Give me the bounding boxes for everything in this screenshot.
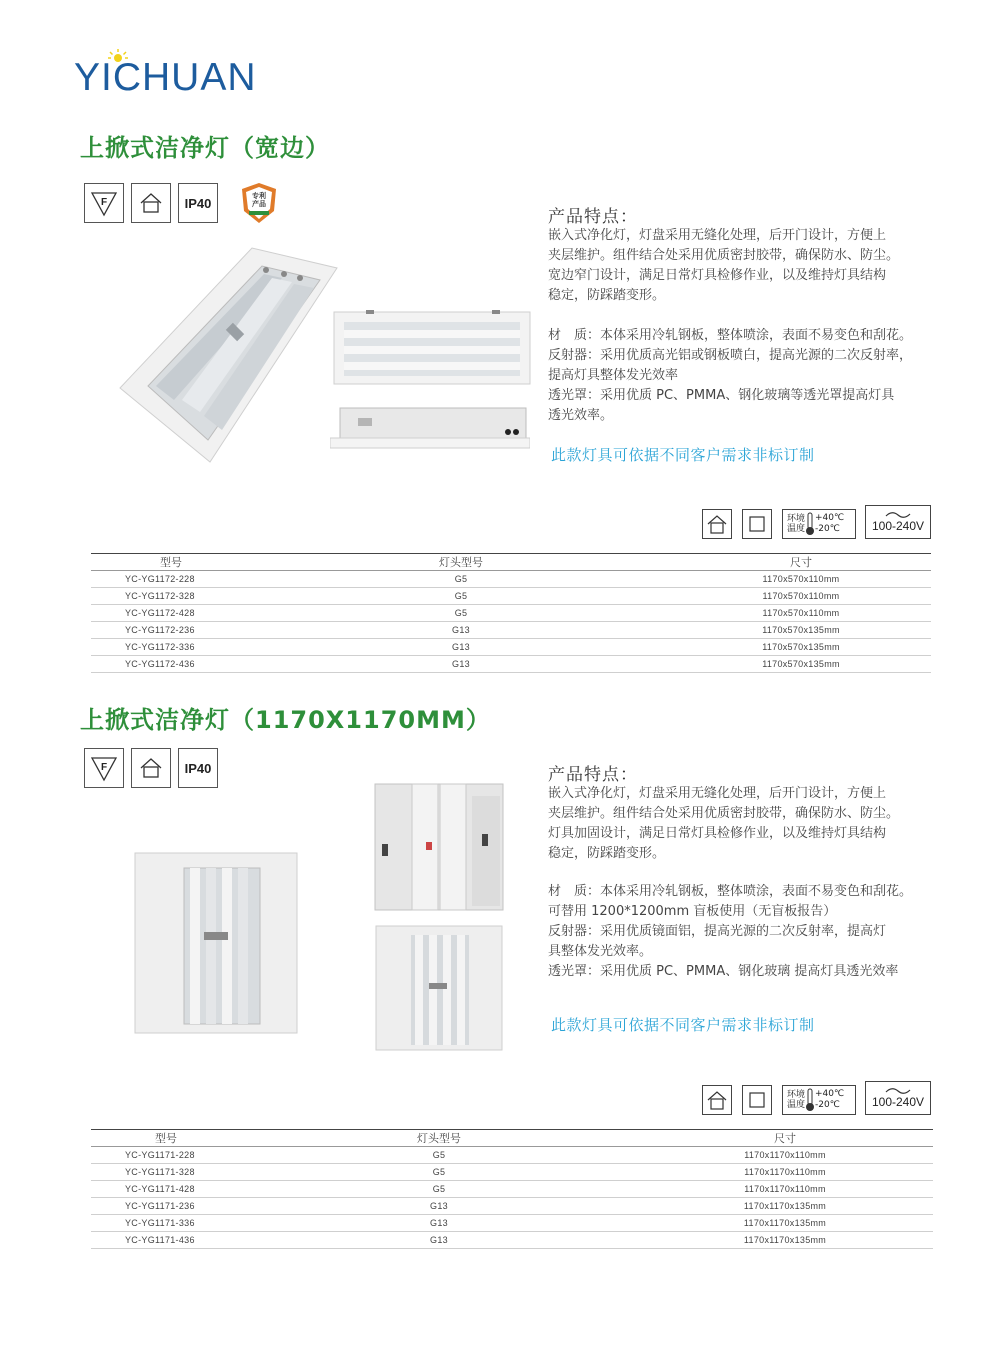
patent-badge-icon [238,181,280,229]
voltage-value: 100-240V [871,519,925,533]
product-photo-square-louvre [375,925,503,1051]
ip-rating-badge: IP40 [178,183,218,223]
indoor-house-icon [131,748,171,788]
section2-custom-note: 此款灯具可依据不同客户需求非标订制 [551,1016,815,1034]
square-frame-icon [742,509,772,539]
material-line: 反射器：采用优质镜面铝，提高光源的二次反射率，提高灯 [548,924,887,939]
section2-title: 上掀式洁净灯（1170X1170MM） [80,706,491,734]
feature-line: 稳定，防踩踏变形。 [548,288,666,303]
section2-materials [548,882,968,982]
col-size: 尺寸 [637,1130,933,1147]
section1-features [548,226,968,306]
table-row: YC-YG1171-236 G13 1170x1170x135mm [91,1198,933,1215]
table-row: YC-YG1172-336 G13 1170x570x135mm [91,639,931,656]
material-line: 材 质：本体采用冷轧钢板，整体喷涂，表面不易变色和刮花。 [548,884,913,899]
section1-features-heading: 产品特点： [548,207,638,227]
material-line: 反射器：采用优质高光铝或钢板喷白，提高光源的二次反射率， [548,348,913,363]
svg-text:F: F [100,762,108,773]
table-row: YC-YG1172-328 G5 1170x570x110mm [91,588,931,605]
f-mark-icon [84,748,124,788]
section2-spec-table [91,1129,933,1249]
temp-high: +40℃ [815,1089,845,1099]
section2-features-heading: 产品特点： [548,765,638,785]
material-line: 透光效率。 [548,408,614,423]
material-line: 具整体发光效率。 [548,944,653,959]
material-line: 透光罩：采用优质 PC、PMMA、钢化玻璃等透光罩提高灯具 [548,388,895,403]
section1-materials [548,326,968,426]
table-row: YC-YG1172-228 G5 1170x570x110mm [91,571,931,588]
ip-rating-badge: IP40 [178,748,218,788]
svg-text:F: F [100,197,108,208]
col-model: 型号 [91,554,251,571]
material-line: 提高灯具整体发光效率 [548,368,679,383]
section1-spec-table [91,553,931,673]
temperature-range-badge [782,509,856,539]
table-row: YC-YG1171-428 G5 1170x1170x110mm [91,1181,933,1198]
env-label: 环境 [787,514,806,524]
section2-features [548,784,968,864]
temp-low: -20℃ [815,1100,840,1110]
temp-high: +40℃ [815,513,845,523]
table-row: YC-YG1172-436 G13 1170x570x135mm [91,656,931,673]
table-row: YC-YG1171-436 G13 1170x1170x135mm [91,1232,933,1249]
section1-title: 上掀式洁净灯（宽边） [80,134,330,162]
ac-wave-icon [885,1087,911,1095]
voltage-badge [865,1081,931,1115]
voltage-value: 100-240V [871,1095,925,1109]
indoor-house-icon [131,183,171,223]
feature-line: 嵌入式净化灯，灯盘采用无缝化处理，后开门设计，方便上 [548,228,887,243]
feature-line: 夹层维护。组件结合处采用优质密封胶带，确保防水、防尘。 [548,806,900,821]
product-photo-square-front [134,852,298,1034]
feature-line: 嵌入式净化灯，灯盘采用无缝化处理，后开门设计，方便上 [548,786,887,801]
feature-line: 宽边窄门设计，满足日常灯具检修作业，以及维持灯具结构 [548,268,887,283]
feature-line: 灯具加固设计，满足日常灯具检修作业，以及维持灯具结构 [548,826,887,841]
voltage-badge [865,505,931,539]
table-row: YC-YG1171-328 G5 1170x1170x110mm [91,1164,933,1181]
f-mark-icon [84,183,124,223]
col-lamp-base: 灯头型号 [251,554,671,571]
feature-line: 稳定，防踩踏变形。 [548,846,666,861]
col-lamp-base: 灯头型号 [241,1130,637,1147]
product-photo-wide-front [332,308,532,388]
col-model: 型号 [91,1130,241,1147]
product-photo-wide-panel [112,240,342,470]
temp-low: -20℃ [815,524,840,534]
indoor-house-icon [702,509,732,539]
indoor-house-icon [702,1085,732,1115]
temp-label: 温度 [787,1100,806,1110]
table-row: YC-YG1172-236 G13 1170x570x135mm [91,622,931,639]
ac-wave-icon [885,511,911,519]
material-line: 可替用 1200*1200mm 盲板使用（无盲板报告） [548,904,837,919]
col-size: 尺寸 [671,554,931,571]
product-photo-square-open [374,782,504,912]
material-line: 透光罩：采用优质 PC、PMMA、钢化玻璃 提高灯具透光效率 [548,964,899,979]
feature-line: 夹层维护。组件结合处采用优质密封胶带，确保防水、防尘。 [548,248,900,263]
material-line: 材 质：本体采用冷轧钢板，整体喷涂，表面不易变色和刮花。 [548,328,913,343]
table-row: YC-YG1171-228 G5 1170x1170x110mm [91,1147,933,1164]
product-photo-wide-side [330,404,530,452]
section1-custom-note: 此款灯具可依据不同客户需求非标订制 [551,446,815,464]
thermometer-icon [805,1088,815,1112]
brand-logo [74,48,294,108]
thermometer-icon [805,512,815,536]
env-label: 环境 [787,1090,806,1100]
temp-label: 温度 [787,524,806,534]
table-row: YC-YG1171-336 G13 1170x1170x135mm [91,1215,933,1232]
patent-label: 专利产品 [252,192,266,208]
square-frame-icon [742,1085,772,1115]
brand-name: YICHUAN [74,56,257,99]
table-row: YC-YG1172-428 G5 1170x570x110mm [91,605,931,622]
temperature-range-badge [782,1085,856,1115]
